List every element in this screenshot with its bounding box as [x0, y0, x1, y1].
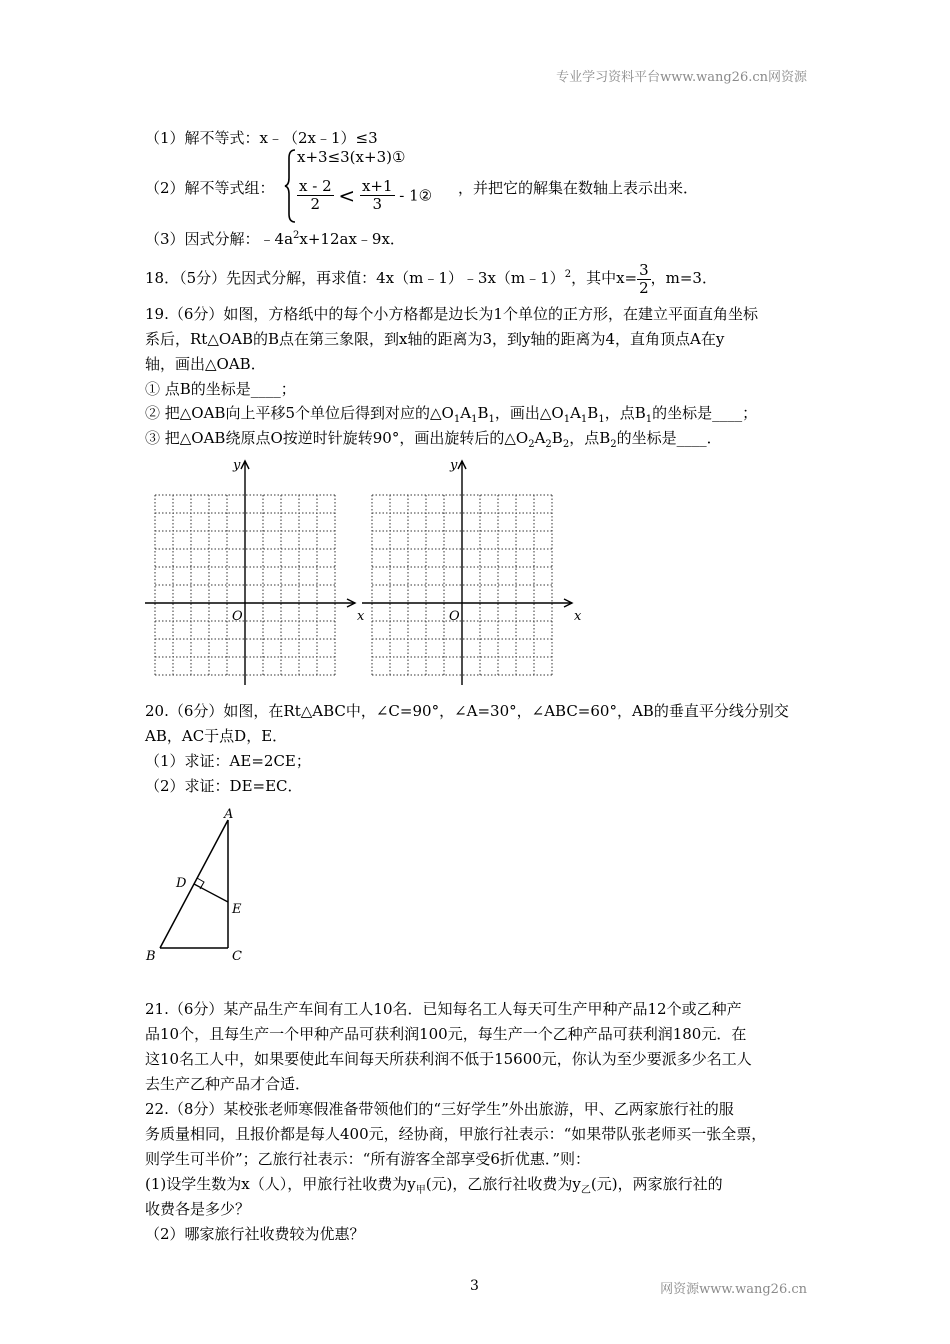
page-number: 3 — [470, 1278, 479, 1294]
q21-line3: 这10名工人中，如果要使此车间每天所获利润不低于15600元，你认为至少要派多少名工人 — [145, 1050, 752, 1068]
q17-part1: （1）解不等式：x﹣（2x﹣1）≤3 — [145, 129, 378, 147]
frac-right-den: 3 — [372, 195, 382, 213]
frac-left-num: x - 2 — [299, 177, 332, 195]
q19-sub2: ② 把△OAB向上平移5个单位后得到对应的$\triangle O_1A_1B_1$，画出$\triangle O_1A_1B_1$，点$B_1$的坐标是____； — [145, 404, 758, 425]
q19-sub3: ③ 把△OAB绕原点O按逆时针旋转90°，画出旋转后的$\triangle O_2A_2B_2$，点$B_2$的坐标是____． — [145, 429, 722, 450]
q19-line1: 19.（6分）如图，方格纸中的每个小方格都是边长为1个单位的正方形，在建立平面直角坐标 — [145, 305, 758, 323]
inequality-2 — [297, 178, 432, 213]
q17-part3: （3）因式分解：$﹣4a^2x+12ax﹣9x$． — [145, 230, 405, 248]
label-b: B — [146, 949, 156, 964]
label-a: A — [224, 807, 234, 822]
y-axis-label: y — [233, 458, 241, 473]
grid-left — [145, 458, 365, 685]
q17-part2-label: （2）解不等式组： — [145, 179, 275, 197]
label-c: C — [232, 949, 242, 964]
q19-line3: 轴，画出△OAB． — [145, 355, 266, 373]
right-angle-mark — [197, 878, 204, 889]
q20-line2: AB，AC于点D，E． — [145, 727, 288, 745]
q22-line1: 22.（8分）某校张老师寒假准备带领他们的“三好学生”外出旅游，甲、乙两家旅行社的服 — [145, 1100, 734, 1118]
footer-watermark: 网资源www.wang26.cn — [660, 1282, 807, 1297]
less-than-sign: < — [338, 183, 356, 208]
origin-label: O — [232, 609, 243, 624]
origin-label: O — [449, 609, 460, 624]
q21-line4: 去生产乙种产品才合适． — [145, 1075, 311, 1093]
perpendicular-de — [194, 884, 228, 902]
inequality-system — [285, 148, 455, 224]
triangle-figure — [140, 800, 260, 970]
q19-sub1: ① 点B的坐标是____； — [145, 380, 296, 398]
q18: 18．（5分）先因式分解，再求值：4x（m﹣1）﹣3x（m﹣1）$^2$，其中x= $\frac{3}{2}$ ，m=3． — [145, 260, 717, 297]
y-axis-label: y — [450, 458, 458, 473]
frac-left-den: 2 — [310, 195, 321, 213]
q22-line3: 则学生可半价”；乙旅行社表示：“所有游客全部享受6折优惠．”则： — [145, 1150, 591, 1168]
q20-line1: 20.（6分）如图，在Rt△ABC中，∠C=90°，∠A=30°，∠ABC=60°，AB的垂直平分线分别交 — [145, 702, 789, 720]
label-e: E — [232, 902, 242, 917]
fraction-right — [360, 178, 395, 213]
q22-line2: 务质量相同，且报价都是每人400元，经协商，甲旅行社表示：“如果带队张老师买一张全票， — [145, 1125, 767, 1143]
frac-right-num: x+1 — [361, 177, 393, 195]
header-watermark: 专业学习资料平台www.wang26.cn网资源 — [556, 70, 807, 85]
q22-part1: (1)设学生数为x（人），甲旅行社收费为$y_甲$(元)，乙旅行社收费为$y_乙$(元)，两家旅行社的 — [145, 1175, 723, 1196]
x-axis-label: x — [357, 609, 365, 624]
fraction-left — [297, 178, 334, 213]
q22-part2: （2）哪家旅行社收费较为优惠？ — [145, 1225, 365, 1243]
coordinate-grids — [140, 455, 580, 690]
label-d: D — [176, 876, 187, 891]
q21-line1: 21.（6分）某产品生产车间有工人10名．已知每名工人每天可生产甲种产品12个或乙种产 — [145, 1000, 742, 1018]
q17-part2-suffix: ，并把它的解集在数轴上表示出来． — [458, 179, 699, 197]
q19-line2: 系后，Rt△OAB的B点在第三象限，到x轴的距离为3，到y轴的距离为4，直角顶点A在y — [145, 330, 725, 348]
x-axis-label: x — [574, 609, 582, 624]
q21-line2: 品10个，且每生产一个甲种产品可获利润100元，每生产一个乙种产品可获利润180元．在 — [145, 1025, 747, 1043]
inequality-2-tail: - 1② — [399, 186, 433, 205]
q20-part1: （1）求证：AE=2CE； — [145, 752, 311, 770]
inequality-1: x+3≤3(x+3)① — [297, 148, 406, 166]
q20-part2: （2）求证：DE=EC． — [145, 777, 303, 795]
q22-part1-line2: 收费各是多少？ — [145, 1200, 251, 1218]
grid-right — [362, 458, 582, 685]
